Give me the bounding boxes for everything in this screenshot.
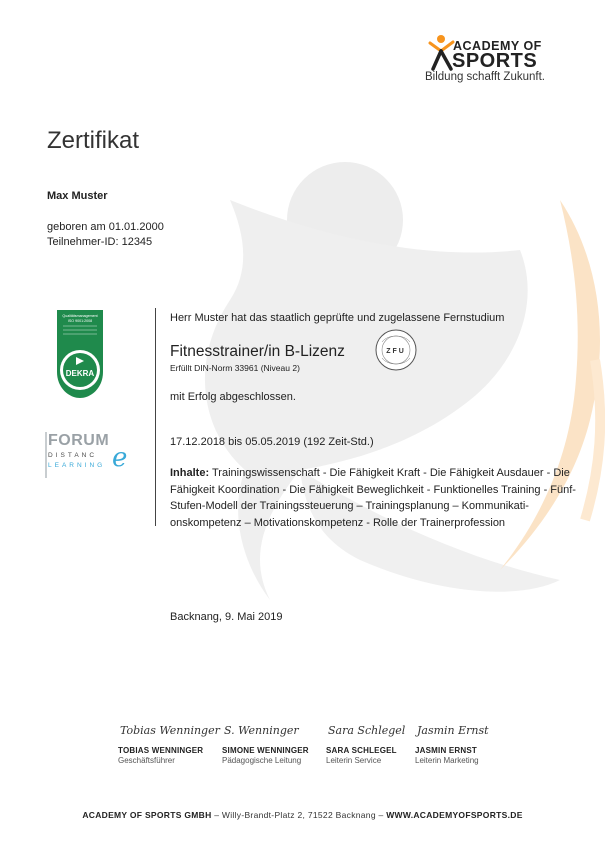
footer-company: ACADEMY OF SPORTS GMBH [82,810,212,820]
dekra-caption-1: Qualitätsmanagement [62,314,98,318]
participant-name: Max Muster [47,190,108,202]
svg-text:Tobias Wenninger: Tobias Wenninger [120,724,220,737]
logo-brand-main: SPORTS [452,50,538,72]
forum-distance: DISTANC [48,452,98,459]
forum-distance-learning-logo [45,432,133,478]
contents-label: Inhalte: [170,467,210,479]
zfu-seal [374,328,418,372]
course-norm: Erfüllt DIN-Norm 33961 (Niveau 2) [170,363,300,373]
forum-logo-bar [45,432,47,478]
forum-word: FORUM [48,432,110,449]
course-period: 17.12.2018 bis 05.05.2019 (192 Zeit-Std.) [170,436,374,448]
signature-scribble [222,718,332,740]
place-date: Backnang, 9. Mai 2019 [170,611,283,623]
logo-brand-top: ACADEMY OF [453,39,542,53]
signer-name: JASMIN ERNST [415,746,477,755]
contents-text: Trainingswissenschaft - Die Fähigkeit Kraft - Die Fähigkeit Ausdauer - Die Fähigkeit Koordination - Die Fähigkeit Beweglichkeit - Funktionelles Training - Fünf-Stufen-Modell der Trainingssteuerung – Trainingsplanung – Kommunikati-onskompetenz – Motivationskompetenz - Rolle der Trainerprofession [170,467,576,529]
signature-block [222,718,332,765]
certificate-title: Zertifikat [47,127,140,154]
zfu-label: ZFU [386,348,406,355]
signer-role: Leiterin Service [326,756,382,765]
signer-role: Pädagogische Leitung [222,756,302,765]
footer [0,810,605,820]
logo-tagline: Bildung schafft Zukunft. [425,71,545,83]
content-divider [155,308,156,526]
signer-name: TOBIAS WENNINGER [118,746,204,755]
birth-date: geboren am 01.01.2000 [47,221,164,233]
forum-learning: LEARNING [48,462,106,469]
footer-website: WWW.ACADEMYOFSPORTS.DE [386,810,523,820]
signature-scribble [415,718,525,740]
participant-id: Teilnehmer-ID: 12345 [47,236,153,248]
signer-role: Leiterin Marketing [415,756,479,765]
signature-block [118,718,228,765]
signer-role: Geschäftsführer [118,756,175,765]
completion-text: mit Erfolg abgeschlossen. [170,391,296,403]
footer-address: – Willy-Brandt-Platz 2, 71522 Backnang – [211,810,387,820]
dekra-caption-2: ISO 9001:2008 [67,319,93,323]
dekra-seal [57,310,103,398]
svg-text:Sara Schlegel: Sara Schlegel [328,724,406,737]
signer-name: SARA SCHLEGEL [326,746,397,755]
course-contents [170,465,580,531]
svg-text:Jasmin Ernst: Jasmin Ernst [417,724,489,737]
signer-name: SIMONE WENNINGER [222,746,309,755]
course-intro: Herr Muster hat das staatlich geprüfte und zugelassene Fernstudium [170,312,505,324]
signature-block [415,718,525,765]
svg-text:S. Wenninger: S. Wenninger [224,724,299,737]
academy-of-sports-logo [425,33,575,88]
dekra-brand: DEKRA [65,369,95,378]
signature-scribble [118,718,228,740]
forum-e-letter: e [112,443,128,473]
course-title: Fitnesstrainer/in B-Lizenz [170,343,345,360]
